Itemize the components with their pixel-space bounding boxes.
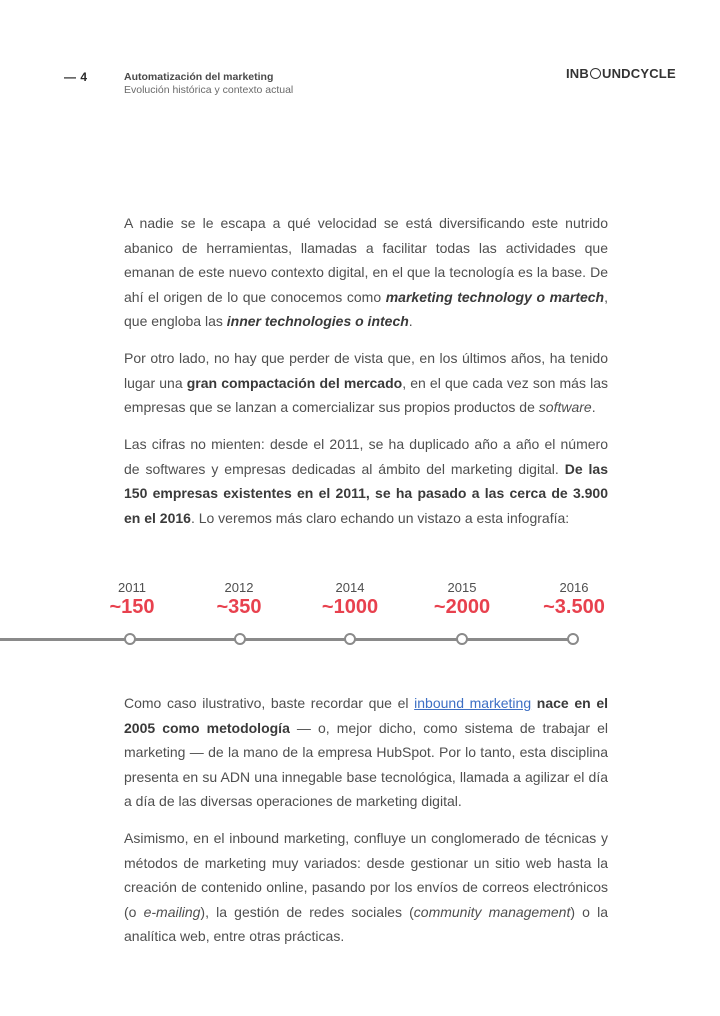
timeline-value: ~150	[109, 596, 155, 618]
timeline-dot	[456, 633, 468, 645]
timeline-item	[524, 580, 624, 619]
bold-term: nace en el 2005 como metodología	[124, 695, 608, 736]
text: — o, mejor dicho, como sistema de trabajar el marketing — de la mano de la empresa HubSpot. Por lo tanto, esta disciplina presenta en su ADN una innegable base tecnológica, llamada a agilizar el día a día de las diversas operaciones de marketing digital.	[124, 719, 608, 809]
text: .	[408, 313, 413, 329]
timeline-dot	[344, 633, 356, 645]
text: ) o la analítica web, entre otras prácticas.	[124, 903, 608, 944]
timeline-value: ~3.500	[543, 596, 605, 618]
inboundcycle-logo	[566, 66, 676, 81]
paragraph-martech	[124, 211, 608, 334]
paragraph-techniques	[124, 826, 608, 949]
bold-term: gran compactación del mercado	[186, 374, 403, 391]
inbound-marketing-link[interactable]: inbound marketing	[414, 695, 532, 711]
italic-term: software	[538, 399, 592, 415]
paragraph-figures	[124, 432, 608, 530]
timeline-year: 2016	[559, 580, 589, 595]
timeline-value: ~350	[216, 596, 262, 618]
text: A nadie se le escapa a qué velocidad se está diversificando este nutrido abanico de herramientas, llamadas a facilitar todas las actividades que emanan de este nuevo contexto digital, en el que la tecnología es la base. De ahí el origen de lo que conocemos como	[124, 215, 608, 305]
text: ), la gestión de redes sociales (	[200, 903, 414, 920]
paragraph-market	[124, 346, 608, 420]
bold-italic-term: marketing technology o martech	[385, 288, 605, 305]
section-subtitle: Evolución histórica y contexto actual	[124, 84, 294, 96]
bold-italic-term: inner technologies o intech	[226, 313, 409, 329]
text: Asimismo, en el inbound marketing, confluye un conglomerado de técnicas y métodos de marketing muy variados: desde gestionar un sitio web hasta la creación de contenido online, pasando por los envíos de correos electrónicos (o	[124, 830, 608, 920]
logo-ring-icon	[590, 68, 601, 79]
growth-timeline	[0, 580, 720, 650]
timeline-dot	[124, 633, 136, 645]
bold-term: De las 150 empresas existentes en el 2011, se ha pasado a las cerca de 3.900 en el 2016	[124, 460, 608, 526]
italic-term: community management	[413, 903, 571, 920]
italic-term: e-mailing	[143, 903, 201, 920]
timeline-item	[412, 580, 512, 619]
timeline-year: 2012	[224, 580, 254, 595]
timeline-year: 2015	[447, 580, 477, 595]
text: Las cifras no mienten: desde el 2011, se ha duplicado año a año el número de softwares y empresas dedicadas al ámbito del marketing digital.	[124, 436, 608, 477]
text: .	[591, 399, 596, 415]
timeline-value: ~2000	[433, 596, 491, 618]
timeline-year: 2014	[335, 580, 365, 595]
text: , que engloba las	[124, 288, 609, 329]
text: , en el que cada vez son más las empresas que se lanzan a comercializar sus propios productos de	[124, 374, 608, 415]
timeline-dot	[567, 633, 579, 645]
logo-text-left: INB	[566, 66, 589, 81]
timeline-year: 2011	[118, 580, 146, 595]
logo-text-right: UNDCYCLE	[602, 66, 676, 81]
timeline-dot	[234, 633, 246, 645]
page-header	[0, 0, 720, 100]
text: Como caso ilustrativo, baste recordar que el	[124, 695, 415, 711]
section-title: Automatización del marketing	[124, 71, 274, 83]
timeline-item	[189, 580, 289, 619]
text: Por otro lado, no hay que perder de vista que, en los últimos años, ha tenido lugar una	[124, 350, 608, 391]
timeline-item	[82, 580, 182, 619]
timeline-line	[0, 638, 574, 641]
timeline-item	[300, 580, 400, 619]
paragraph-inbound	[124, 691, 608, 814]
text: . Lo veremos más claro echando un vistazo a esta infografía:	[190, 509, 570, 526]
page-number: — 4	[64, 70, 88, 84]
timeline-value: ~1000	[321, 596, 379, 618]
